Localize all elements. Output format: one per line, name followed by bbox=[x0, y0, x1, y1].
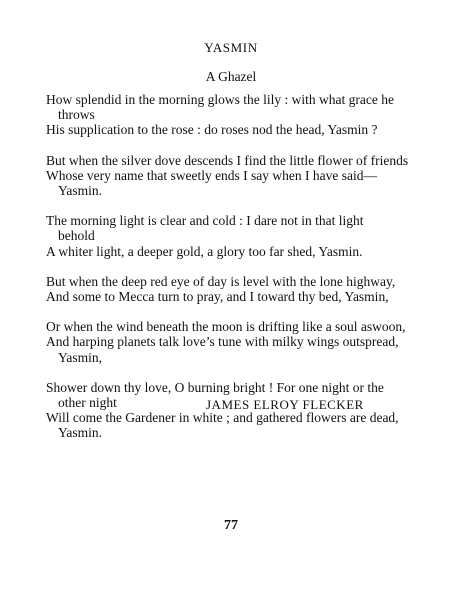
stanza-3-line-1: The morning light is clear and cold : I dare not in that light bbox=[46, 213, 364, 229]
stanza-6-line-2-continued: Yasmin. bbox=[58, 425, 103, 441]
stanza-4-line-1: But when the deep red eye of day is level with the lone highway, bbox=[46, 273, 396, 289]
poem-title: YASMIN bbox=[204, 40, 258, 55]
stanza-5-line-2-continued: Yasmin, bbox=[58, 349, 103, 365]
stanza-6-line-2: Will come the Gardener in white ; and gathered flowers are dead, bbox=[46, 410, 399, 426]
page-number: 77 bbox=[224, 518, 238, 533]
stanza-4 bbox=[46, 273, 396, 305]
stanza-1 bbox=[46, 92, 394, 138]
stanza-6-line-1: Shower down thy love, O burning bright ! For one night or the bbox=[46, 379, 384, 395]
stanza-2-line-2-continued: Yasmin. bbox=[58, 183, 103, 199]
poem-subtitle: A Ghazel bbox=[205, 69, 257, 84]
stanza-5-line-2: And harping planets talk love’s tune with milky wings outspread, bbox=[46, 334, 399, 350]
stanza-1-line-1-continued: throws bbox=[58, 107, 95, 123]
stanza-4-line-2: And some to Mecca turn to pray, and I toward thy bed, Yasmin, bbox=[46, 289, 389, 305]
stanza-6-line-1-continued: other night bbox=[58, 395, 117, 411]
stanza-5 bbox=[46, 319, 406, 365]
stanza-3 bbox=[46, 213, 376, 259]
stanza-3-line-2: A whiter light, a deeper gold, a glory too far shed, Yasmin. bbox=[46, 243, 363, 259]
stanza-3-line-1-continued: behold bbox=[58, 228, 95, 244]
stanza-2-line-2: Whose very name that sweetly ends I say when I have said— bbox=[46, 167, 378, 183]
stanza-1-line-2: His supplication to the rose : do roses nod the head, Yasmin ? bbox=[46, 122, 378, 138]
stanza-2 bbox=[46, 152, 409, 199]
poem-author: JAMES ELROY FLECKER bbox=[206, 397, 364, 412]
stanza-2-line-1: But when the silver dove descends I find the little flower of friends bbox=[46, 152, 409, 168]
stanza-1-line-1: How splendid in the morning glows the lily : with what grace he bbox=[46, 92, 394, 107]
stanza-5-line-1: Or when the wind beneath the moon is drifting like a soul aswoon, bbox=[46, 319, 406, 335]
